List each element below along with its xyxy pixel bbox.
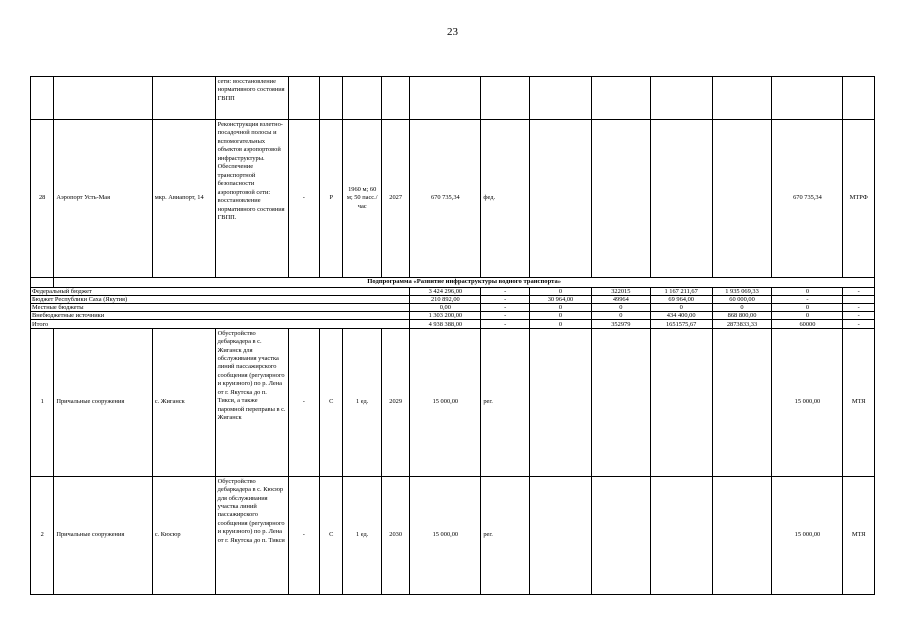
project-description: Обустройство дебаркадера в с. Жиганск для обслуживания участка линий пассажирского сообщения (регулярного и круизного) по р. Лена от г. Якутска до п. Тикси, а также паромной переправы в с. Жиганск: [215, 328, 288, 476]
finance-value: -: [772, 295, 843, 303]
object-name: Причальные сооружения: [54, 476, 152, 594]
funding-source: рег.: [481, 476, 530, 594]
row-number: 2: [31, 476, 54, 594]
finance-value: 0: [530, 304, 592, 312]
finance-value: -: [843, 287, 875, 295]
total-cost: 15 000,00: [410, 476, 481, 594]
finance-label: Федеральный бюджет: [31, 287, 410, 295]
finance-value: 0: [650, 304, 712, 312]
finance-value: 0: [530, 312, 592, 320]
finance-total: 3 424 296,00: [410, 287, 481, 295]
finance-value: 30 964,00: [530, 295, 592, 303]
year: 2029: [381, 328, 409, 476]
work-type: С: [320, 328, 343, 476]
object-address: с. Кюсюр: [152, 476, 215, 594]
work-type: С: [320, 476, 343, 594]
finance-value: 868 800,00: [712, 312, 772, 320]
finance-value: -: [481, 304, 530, 312]
year-amount: 670 735,34: [772, 120, 843, 278]
project-description: Реконструкция взлетно-посадочной полосы и вспомогательных объектов аэропортовой инфраструктуры. Обеспечение транспортной безопасности аэропортовой сети: восстановление нормативного состояния ГВПП.: [215, 120, 288, 278]
finance-value: 2873833,33: [712, 320, 772, 328]
finance-value: -: [843, 320, 875, 328]
object-name: Причальные сооружения: [54, 328, 152, 476]
finance-value: -: [481, 295, 530, 303]
finance-value: -: [481, 320, 530, 328]
finance-value: 60000: [772, 320, 843, 328]
row-number: 1: [31, 328, 54, 476]
work-type: Р: [320, 120, 343, 278]
total-cost: 15 000,00: [410, 328, 481, 476]
dash-cell: -: [288, 120, 319, 278]
finance-value: 0: [591, 304, 650, 312]
finance-value: 352979: [591, 320, 650, 328]
project-description: сети: восстановление нормативного состояния ГВПП: [215, 77, 288, 120]
finance-label: Итого: [31, 320, 410, 328]
table-row: [31, 476, 875, 594]
finance-value: [843, 295, 875, 303]
finance-value: 1 935 069,33: [712, 287, 772, 295]
finance-value: 0: [772, 312, 843, 320]
investment-table: [30, 76, 875, 595]
finance-value: 60 000,00: [712, 295, 772, 303]
table-row: [31, 120, 875, 278]
object-address: с. Жиганск: [152, 328, 215, 476]
finance-row-total: [31, 320, 875, 328]
dash-cell: -: [288, 476, 319, 594]
finance-value: 322015: [591, 287, 650, 295]
finance-value: 0: [530, 287, 592, 295]
finance-value: -: [481, 287, 530, 295]
table-row-continuation: [31, 77, 875, 120]
responsible-org: МТРФ: [843, 120, 875, 278]
funding-source: рег.: [481, 328, 530, 476]
page-number: 23: [447, 26, 458, 38]
project-description: Обустройство дебаркадера в с. Кюсюр для обслуживания участка линий пассажирского сообщения (регулярного и круизного) по р. Лена от г. Якутска до п. Тикси: [215, 476, 288, 594]
year-amount: 15 000,00: [772, 328, 843, 476]
object-address: мкр. Авиапорт, 14: [152, 120, 215, 278]
finance-row-republic: [31, 295, 875, 303]
object-name: Аэропорт Усть-Мая: [54, 120, 152, 278]
capacity: 1 ед.: [343, 328, 382, 476]
finance-value: 69 964,00: [650, 295, 712, 303]
finance-value: -: [481, 312, 530, 320]
finance-row-local: [31, 304, 875, 312]
finance-label: Бюджет Республики Саха (Якутия): [31, 295, 410, 303]
total-cost: 670 735,34: [410, 120, 481, 278]
finance-total: 0,00: [410, 304, 481, 312]
responsible-org: МТЯ: [843, 476, 875, 594]
finance-value: 0: [530, 320, 592, 328]
year-amount: 15 000,00: [772, 476, 843, 594]
finance-total: 4 938 388,00: [410, 320, 481, 328]
row-number: 28: [31, 120, 54, 278]
finance-value: 0: [772, 304, 843, 312]
finance-value: 49964: [591, 295, 650, 303]
finance-value: 434 400,00: [650, 312, 712, 320]
capacity: 1 ед.: [343, 476, 382, 594]
finance-value: 1651575,67: [650, 320, 712, 328]
finance-value: 1 167 211,67: [650, 287, 712, 295]
year: 2027: [381, 120, 409, 278]
finance-total: 210 892,00: [410, 295, 481, 303]
finance-value: 0: [591, 312, 650, 320]
finance-value: -: [843, 312, 875, 320]
year: 2030: [381, 476, 409, 594]
finance-total: 1 303 200,00: [410, 312, 481, 320]
finance-label: Местные бюджеты: [31, 304, 410, 312]
capacity: 1960 м; 60 м; 50 пасс./час: [343, 120, 382, 278]
finance-value: -: [843, 304, 875, 312]
subprogram-row: [31, 278, 875, 288]
table-row: [31, 328, 875, 476]
finance-row-federal: [31, 287, 875, 295]
finance-value: 0: [712, 304, 772, 312]
funding-source: фед.: [481, 120, 530, 278]
finance-value: 0: [772, 287, 843, 295]
finance-label: Внебюджетные источники: [31, 312, 410, 320]
responsible-org: МТЯ: [843, 328, 875, 476]
dash-cell: -: [288, 328, 319, 476]
subprogram-title: Подпрограмма «Развитие инфраструктуры водного транспорта»: [54, 278, 875, 288]
finance-row-extrabudget: [31, 312, 875, 320]
